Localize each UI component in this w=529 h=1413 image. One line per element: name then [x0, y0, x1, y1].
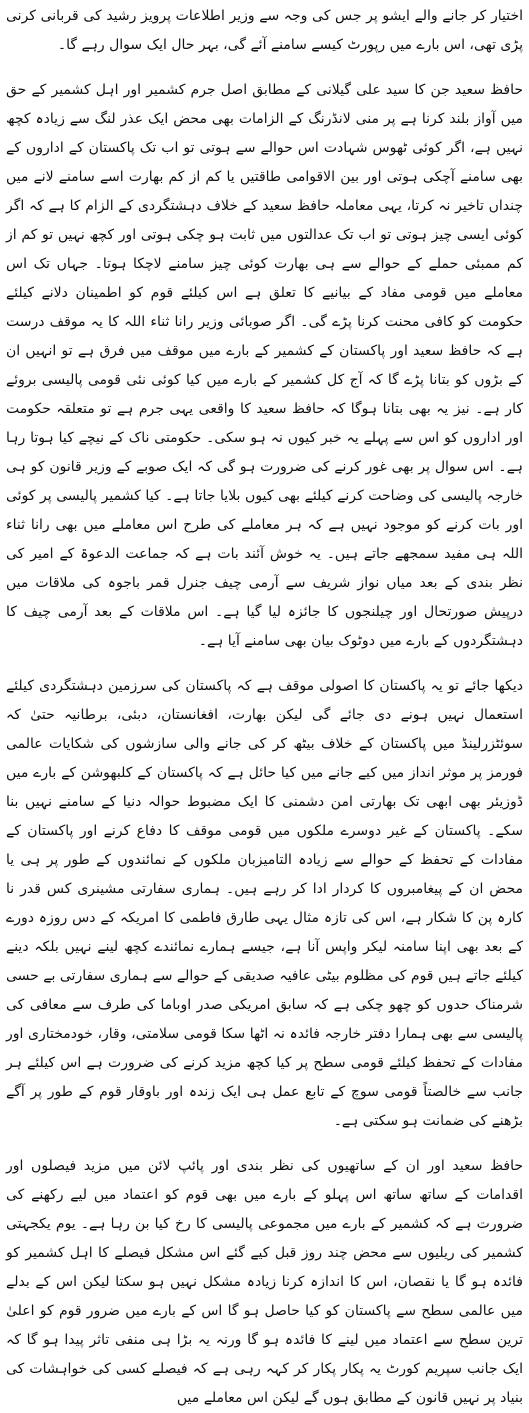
article-paragraph-4: حافظ سعید اور ان کے ساتھیوں کی نظر بندی اور پائپ لائن میں مزید فیصلوں اور اقدامات کے ساتھ ساتھ اس پہلو کے بارے میں بھی قوم کو اعتماد میں لیے رکھنے کی ضرورت ہے کہ کشمیر کے بارے میں مجموعی پالیسی کا رخ کیا بن رہا ہے۔ یوم یکجہتی کشمیر کی ریلیوں سے محض چند روز قبل کیے گئے اس مشکل فیصلے کا اہل کشمیر کو فائدہ ہو گا یا نقصان، اس کا اندازہ کرنا زیادہ مشکل نہیں ہو سکتا لیکن اس کے بدلے میں عالمی سطح سے پاکستان کو کیا حاصل ہو گا اس کے بارے میں ضرور قوم کو اعلیٰ ترین سطح سے اعتماد میں لینے کا فائدہ ہو گا ورنہ یہ بڑا ہی منفی تاثر پیدا ہو گا کہ ایک جانب سپریم کورٹ یہ پکار پکار کر کہہ رہی ہے کہ فیصلے کسی کی خواہشات کی بنیاد پر نہیں قانون کے مطابق ہوں گے لیکن اس معاملے میں	[6, 1158, 523, 1406]
article-paragraph-3: دیکھا جائے تو یہ پاکستان کا اصولی موقف ہے کہ پاکستان کی سرزمین دہشتگردی کیلئے استعمال نہیں ہونے دی جائے گی لیکن بھارت، افغانستان، دبئی، برطانیہ حتیٰ کہ سوئٹزرلینڈ میں پاکستان کے خلاف بیٹھ کر کی جانے والی سازشوں کی شکایات عالمی فورمز پر موثر انداز میں کیے جانے میں کیا حائل ہے کہ پاکستان کے کلبھوشن کے بارے میں ڈوزیئر بھی ابھی تک بھارتی امن دشمنی کا ایک مضبوط حوالہ دنیا کے سامنے نہیں بنا سکے۔ پاکستان کے غیر دوسرے ملکوں میں قومی موقف کا دفاع کرنے اور پاکستان کے مفادات کے تحفظ کے حوالے سے زیادہ التامیزبان ملکوں کے نمائندوں کے طور پر ہی یا محض ان کے پیغامبروں کا کردار ادا کر رہے ہیں۔ ہماری سفارتی مشینری کس قدر نا کارہ پن کا شکار ہے، اس کی تازہ مثال یہی طارق فاطمی کا امریکہ کے دس روزہ دورے کے بعد بھی اپنا سامنہ لیکر واپس آنا ہے، جیسے ہمارے نمائندے کچھ لینے نہیں بلکہ دینے کیلئے جاتے ہیں قوم کی مظلوم بیٹی عافیہ صدیقی کے حوالے سے ہماری سفارتی بے حسی شرمناک حدوں کو چھو چکی ہے کہ سابق امریکی صدر اوباما کی طرف سے معافی کی پالیسی سے بھی ہمارا دفتر خارجہ فائدہ نہ اٹھا سکا قومی سلامتی، وقار، خودمختاری اور مفادات کے تحفظ کیلئے قومی سطح پر کیا کچھ مزید کرنے کی ضرورت ہے اس کیلئے ہر جانب سے خالصتاً قومی سوچ کے تابع عمل ہی ایک زندہ اور باوقار قوم کے طور پر آگے بڑھنے کی ضمانت ہو سکتی ہے۔	[6, 678, 523, 1129]
article-paragraph-2: حافظ سعید جن کا سید علی گیلانی کے مطابق اصل جرم کشمیر اور اہل کشمیر کے حق میں آواز بلند کرنا ہے پر منی لانڈرنگ کے الزامات بھی محض ایک عذر لنگ سے زیادہ کچھ نہیں ہے، اگر کوئی ٹھوس شہادت اس حوالے سے ہوتی تو اب تک پاکستان کے اداروں کے بھی سامنے آچکی ہوتی اور بین الاقوامی طاقتیں یا کم از کم بھارت اسے سامنے لانے میں چنداں تاخیر نہ کرتا، یہی معاملہ حافظ سعید کے خلاف دہشتگردی کے الزام کا ہے کہ اگر کوئی ایسی چیز ہوتی تو اب تک عدالتوں میں ثابت ہو چکی ہوتی اور کچھ نہیں تو کم از کم ممبئی حملے کے حوالے سے ہی بھارت کوئی چیز سامنے لاچکا ہوتا۔ جہاں تک اس معاملے میں قومی مفاد کے بیانیے کا تعلق ہے اس کیلئے قوم کو اطمینان دلانے کیلئے حکومت کو کافی محنت کرنا پڑے گی۔ اگر صوبائی وزیر رانا ثناء اللہ کا یہ موقف درست ہے کہ حافظ سعید اور پاکستان کے کشمیر کے بارے میں موقف میں فرق ہے تو انہیں ان کے بڑوں کو بتانا پڑے گا کہ آج کل کشمیر کے بارے میں کیا کوئی نئی قومی پالیسی بروئے کار ہے۔ نیز یہ بھی بتانا ہوگا کہ حافظ سعید کا واقعی یہی جرم ہے تو متعلقہ حکومت اور اداروں کو اس سے پہلے یہ خبر کیوں نہ ہو سکی۔ حکومتی ناک کے نیچے کیا ہوتا رہا ہے۔ اس سوال پر بھی غور کرنے کی ضرورت ہو گی کہ ایک صوبے کے وزیر قانون کو ہی خارجہ پالیسی کی وضاحت کرنے کیلئے بھی کیوں بلایا جاتا ہے۔ کیا کشمیر پالیسی پر کوئی اور بات کرنے کو موجود نہیں ہے کہ ہر معاملے کی طرح اس معاملے میں بھی رانا ثناء اللہ ہی مفید سمجھے جاتے ہیں۔ یہ خوش آئند بات ہے کہ جماعت الدعوۃ کے امیر کی نظر بندی کے بعد میاں نواز شریف سے آرمی چیف جنرل قمر باجوہ کی ملاقات میں درپیش صورتحال اور چیلنجوں کا جائزہ لیا گیا ہے۔ اس ملاقات کے بعد آرمی چیف کا دہشتگردوں کے بارے میں دوٹوک بیان بھی سامنے آیا ہے۔	[6, 82, 523, 649]
article-paragraph-1: اختیار کر جانے والے ایشو پر جس کی وجہ سے وزیر اطلاعات پرویز رشید کی قربانی کرنی پڑی تھی، اس بارے میں رپورٹ کیسے سامنے آئے گی، بہر حال ایک سوال رہے گا۔	[6, 8, 523, 53]
